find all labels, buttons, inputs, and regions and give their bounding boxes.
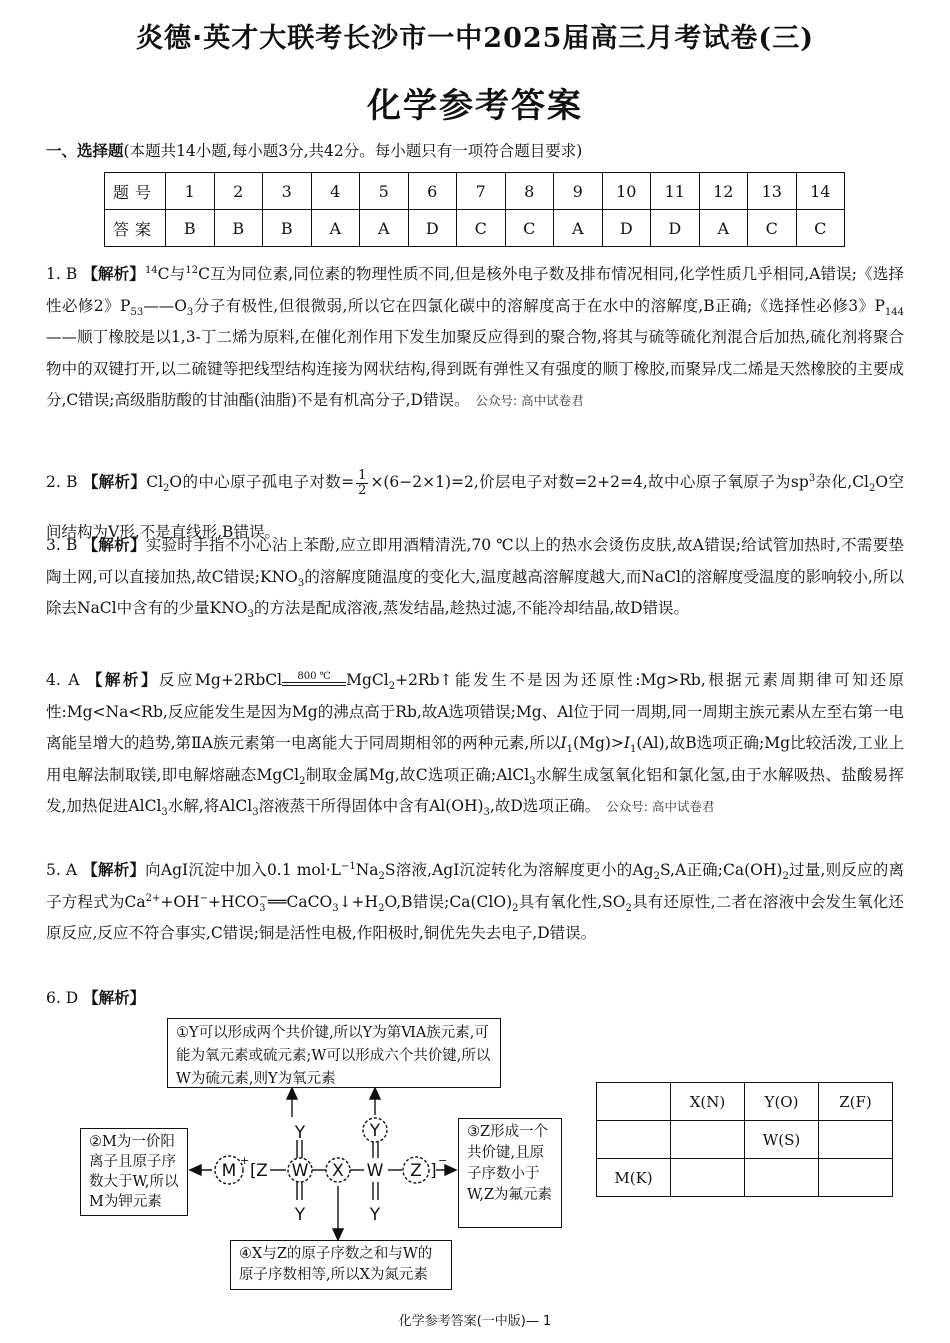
q-answer: A [311,210,360,247]
q-answer: B [166,210,215,247]
q5-text: O,B错误;Ca(ClO) [384,892,513,911]
pt-cell: W(S) [745,1121,819,1159]
q-answer: D [408,210,457,247]
atom-X: X [332,1161,344,1181]
pt-cell [819,1159,893,1197]
q5-text: Na [355,861,379,879]
atom-Y-top-left: Y [294,1123,306,1143]
q-number: 4 [311,173,360,210]
q-answer: D [602,210,651,247]
q-number: 2 [214,173,263,210]
section-label: 一、选择题 [46,142,124,160]
pt-cell [671,1159,745,1197]
q5-text: ↓+H [338,892,379,911]
row-label-answer: 答案 [105,210,166,247]
q3-text: 的方法是配成溶液,蒸发结晶,趁热过滤,不能冷却结晶,故D错误。 [253,599,689,617]
q4-text: 反应Mg+2RbCl [158,671,283,689]
q-number: 1 [166,173,215,210]
q1-page: 144 [884,306,905,318]
periodic-table-fragment [596,1082,893,1197]
q1-tag: 【解析】 [82,265,145,283]
q4-text: 溶液蒸干所得固体中含有Al(OH) [258,797,484,815]
q-answer: C [796,210,845,247]
q3-text: 实验时手指不小心沾上苯酚,应立即用酒精清洗,70 ℃以上的热水会烫伤皮肤,故A错误;给试管加热时,不需要垫陶土网,可以直接加热,故C错误;KNO [46,536,904,586]
atom-Y-top-right: Y [369,1121,381,1141]
q5-text: ══CaCO [267,892,333,911]
q-answer: C [505,210,554,247]
q4-text: ,故D选项正确。 [489,797,601,815]
q5-text: 过量,则反应的离子方程式为Ca [46,861,904,911]
pt-cell [745,1159,819,1197]
q2-explanation: 2. B 【解析】$Cl_2O$的中心原子孤电子对数= $\frac{1}{2}$ ×(6−2×1)=2,价层电子对数=2+2=4,故中心原子氧原子为$sp^3$杂化$,Cl_2O$空间结构为V形,不是直线形,B错误。 [46,467,904,541]
q4-tag: 【解析】 [86,671,159,689]
q3-explanation: 3. B 【解析】实验时手指不小心沾上苯酚,应立即用酒精清洗,70 ℃以上的热水会烫伤皮肤,故A错误;给试管加热时,不需要垫陶土网,可以直接加热,故C错误$;KNO_3$的溶解度随温度的变化大,温度越高溶解度越大,而NaCl的溶解度受温度的影响较小,所以除去NaCl中含有的少量$KNO_3$的方法是配成溶液,蒸发结晶,趁热过滤,不能冷却结晶,故D错误。 [46,536,905,621]
q-answer: A [699,210,748,247]
pt-cell [597,1083,671,1121]
bracket-left: [ [250,1161,257,1181]
row-label-number: 题号 [105,173,166,210]
q5-text: 具有还原性,二者在溶液中会发生氧化还原反应,反应不符合事实,C错误;铜是活性电极,作阳极时,铜优先失去电子,D错误。 [46,892,905,942]
q-number: 13 [748,173,797,210]
atom-Z-right: Z [410,1161,422,1181]
q4-number: 4. A [46,671,80,689]
atom-W-right: W [366,1161,384,1181]
q1-number: 1. B [46,265,78,283]
q5-text: +OH [160,892,200,911]
q2-text: O空间结构为V形,不是直线形,B错误。 [46,473,904,541]
note-box-4: ④X与Z的原子序数之和与W的原子序数相等,所以X为氮元素 [230,1240,452,1290]
q5-text: S,A正确;Ca(OH) [659,861,783,879]
q2-text: sp [790,473,809,491]
q3-text: 的溶解度随温度的变化大,温度越高溶解度越大,而NaCl的溶解度受温度的影响较小,所以除去NaCl中含有的少量KNO [46,567,905,617]
pt-row [597,1159,893,1197]
charge-sign: + [240,1154,250,1167]
note-box-2: ②M为一价阳离子且原子序数大于W,所以M为钾元素 [80,1128,188,1216]
q4-text: 水解生成氢氧化铝和氯化氢,由于水解吸热、盐酸易挥发,加热促进AlCl [46,765,904,815]
q6-tag: 【解析】 [83,989,146,1007]
q-number: 6 [408,173,457,210]
q2-text: Cl [146,473,164,491]
q5-text: +HCO [208,892,260,911]
pt-cell: M(K) [597,1159,671,1197]
q2-text: 杂化,Cl [815,473,870,491]
q1-text: C与 [157,265,186,283]
pt-cell: Z(F) [819,1083,893,1121]
q3-number: 3. B [46,536,78,554]
q-answer: C [457,210,506,247]
q-number: 14 [796,173,845,210]
q3-tag: 【解析】 [82,536,146,554]
note-box-3: ③Z形成一个共价键,且原子序数小于W,Z为氟元素 [458,1118,562,1228]
atom-Z-left: Z [256,1161,268,1181]
q-answer: C [748,210,797,247]
atom-Y-bottom-left: Y [294,1205,306,1225]
q4-text: +2Rb↑能发生不是因为还原性:Mg>Rb,根据元素周期律可知还原性:Mg<Na<Rb,反应能发生是因为Mg的沸点高于Rb,故A选项错误;Mg、Al位于同一周期,同一周期主族元素从左至右第一电离能呈增大的趋势,第ⅡA族元素第一电离能大于同周期相邻的两种元素,所以 [46,671,904,752]
q-answer: D [651,210,700,247]
note-box-1: ①Y可以形成两个共价键,所以Y为第ⅥA族元素,可能为氧元素或硫元素;W可以形成六个共价键,所以W为硫元素,则Y为氧元素 [167,1018,501,1088]
q-answer: B [263,210,312,247]
q-number: 5 [360,173,409,210]
pt-cell: X(N) [671,1083,745,1121]
fraction-denominator: 2 [358,482,367,498]
page-footer: 化学参考答案(一中版)— 1 [398,1314,552,1329]
q5-tag: 【解析】 [82,861,146,879]
pt-row [597,1121,893,1159]
q1-text: ——O [143,296,187,315]
charge-sign-anion: − [438,1154,448,1167]
q1-text: ——顺丁橡胶是以1,3-丁二烯为原料,在催化剂作用下发生加聚反应得到的聚合物,将其与硫等硫化剂混合后加热,硫化剂将聚合物中的双键打开,以二硫键等把线型结构连接为网状结构,得到既有弹性又有强度的顺丁橡胶,而聚异戊二烯是天然橡胶的主要成分,C错误;高级脂肪酸的甘油酯(油脂)不是有机高分子,D错误。 [46,328,904,409]
q4-text: (Mg)> [573,734,624,752]
fraction-numerator: 1 [358,467,367,483]
q-number: 12 [699,173,748,210]
reaction-condition: 800 ℃ [297,670,331,682]
page-title: 化学参考答案 [367,86,583,126]
q2-tag: 【解析】 [82,473,147,491]
q6-number: 6. D [46,989,79,1007]
bracket-right: ] [430,1161,437,1181]
q-number: 7 [457,173,506,210]
pt-row [597,1083,893,1121]
q5-text: 具有氧化性,SO [518,892,626,911]
q-answer: B [214,210,263,247]
atom-Y-bottom-right: Y [369,1205,381,1225]
q5-text: 向AgI沉淀中加入0.1 mol·L [145,861,341,879]
pt-cell [671,1121,745,1159]
q-number: 9 [554,173,603,210]
q5-text: S溶液,AgI沉淀转化为溶解度更小的Ag [384,861,654,879]
atom-W-left: W [291,1161,309,1181]
q-number: 10 [602,173,651,210]
q-answer: A [360,210,409,247]
q4-text: (Al),故B选项正确;Mg比较活泼,工业上用电解法制取镁,即电解熔融态MgCl [46,734,904,784]
watermark: 公众号: 高中试卷君 [475,393,584,408]
q-number: 8 [505,173,554,210]
pt-cell [597,1121,671,1159]
q4-text: MgCl [346,671,389,689]
q4-explanation: 4. A 【解析】反应Mg+2RbCl 800 ℃ MgCl$_2$+2Rb↑能发生不是因为还原性:Mg>Rb,根据元素周期律可知还原性:Mg<Na<Rb,反应能发生是因为Mg的沸点高于Rb,故A选项错误;Mg、Al位于同一周期,同一周期主族元素从左至右第一电离能呈增大的趋势,第ⅡA族元素第一电离能大于同周期相邻的两种元素,所以$I_1(Mg)>I_1(Al)$,故B选项正确;Mg比较活泼,工业上用电解法制取镁,即电解熔融态MgCl$_2$制取金属Mg,故C选项正确;AlCl$_3$水解生成氢氧化铝和氯化氢,由于水解吸热、盐酸易挥发,加热促进AlCl$_3$水解,将AlCl$_3$溶液蒸干所得固体中含有$Al(OH)_3$,故D选项正确。 公众号: 高中试卷君 [46,670,904,819]
q2-number: 2. B [46,473,78,491]
q2-text: O的中心原子孤电子对数= [169,473,355,491]
brand-name: 炎德·英才大联考 [136,23,344,54]
pt-cell: Y(O) [745,1083,819,1121]
watermark: 公众号: 高中试卷君 [606,799,715,814]
q5-number: 5. A [46,861,78,879]
q4-text: 水解,将AlCl [167,797,253,815]
q5-explanation: 5. A 【解析】向AgI沉淀中加入0.1 $mol\cdot L^{-1}Na_2S$溶液,AgI沉淀转化为溶解度更小的$Ag_2S,A$正确$;Ca(OH)_2$过量,则反应的离子方程式为$Ca^{2+}+OH^-+HCO_3^-══CaCO_3↓+H_2O,B$错误$;Ca(ClO)_2$具有氧化性$,SO_2$具有还原性,二者在溶液中会发生氧化还原反应,反应不符合事实,C错误;铜是活性电极,作阳极时,铜优先失去电子,D错误。 [46,860,905,942]
q-number: 11 [651,173,700,210]
q1-text: 分子有极性,但很微弱,所以它在四氯化碳中的溶解度高于在水中的溶解度,B正确;《选择性必修3》P [193,296,885,315]
q1-text: C互为同位素,同位素的物理性质不同,但是核外电子数及排布情况相同,化学性质几乎相同,A错误;《选择性必修2》P [46,265,904,315]
section-desc: (本题共14小题,每小题3分,共42分。每小题只有一项符合题目要求) [123,142,583,160]
pt-cell [819,1121,893,1159]
q-number: 3 [263,173,312,210]
q1-page: 53 [130,306,144,318]
q2-text: ×(6−2×1)=2,价层电子对数=2+2=4,故中心原子氧原子为 [370,473,791,491]
atom-M: M [221,1161,237,1181]
q-answer: A [554,210,603,247]
q1-explanation: 1. B 【解析】$^{14}$C与$^{12}$C互为同位素,同位素的物理性质不同,但是核外电子数及排布情况相同,化学性质几乎相同,A错误;《选择性必修2》$P_{53}——O_3$分子有极性,但很微弱,所以它在四氯化碳中的溶解度高于在水中的溶解度,B正确;《选择性必修3》$P_{144}——$顺丁橡胶是以1,3-丁二烯为原料,在催化剂作用下发生加聚反应得到的聚合物,将其与硫等硫化剂混合后加热,硫化剂将聚合物中的双键打开,以二硫键等把线型结构连接为网状结构,得到既有弹性又有强度的顺丁橡胶,而聚异戊二烯是天然橡胶的主要成分,C错误;高级脂肪酸的甘油酯(油脂)不是有机高分子,D错误。 公众号: 高中试卷君 [46,264,905,409]
q4-text: 制取金属Mg,故C选项正确;AlCl [305,765,530,784]
exam-name: 长沙市一中2025届高三月考试卷(三) [343,23,814,54]
